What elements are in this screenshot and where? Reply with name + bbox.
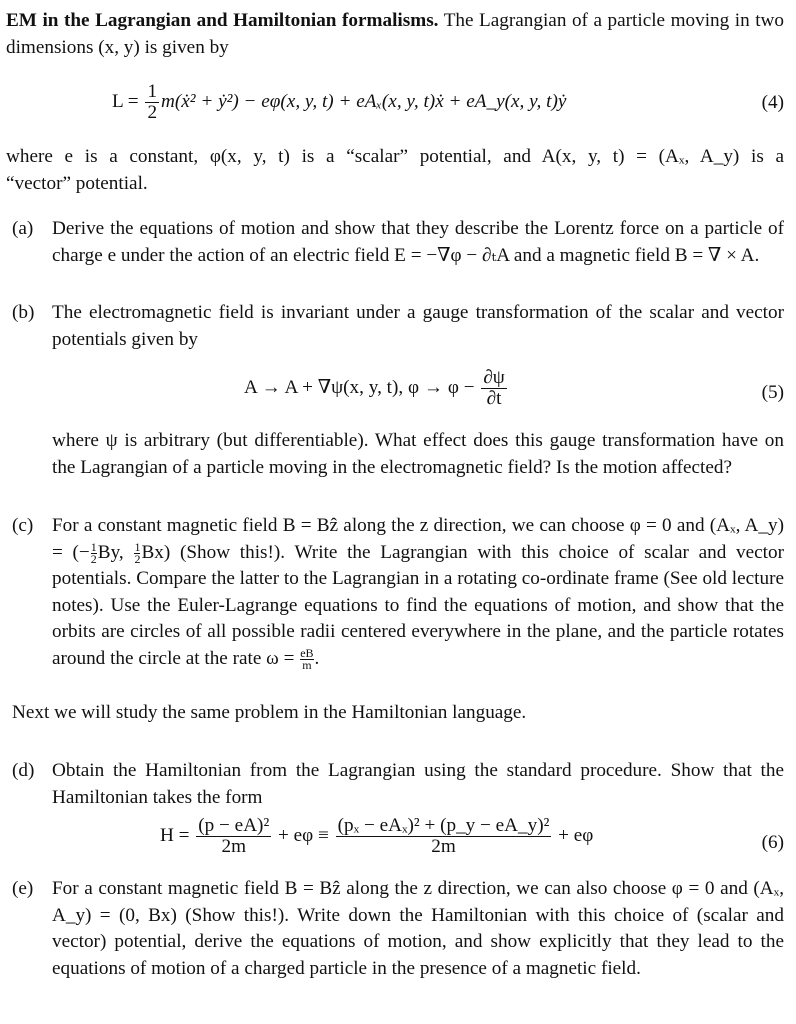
eq6-lhs: H =: [160, 824, 190, 846]
problem-heading: EM in the Lagrangian and Hamiltonian formalisms.: [6, 10, 439, 31]
part-b-text: The electromagnetic field is invariant under a gauge transformation of the scalar and vector potentials given by: [52, 302, 784, 350]
eq4-number: (4): [761, 92, 784, 113]
eq6-fraction-1: $\frac{\text{(p − eA)²}}{2m}$: [198, 815, 270, 857]
eq5-fraction: $\frac{\partial\psi}{\partial t}$: [483, 367, 505, 409]
part-b-after: [12, 428, 784, 481]
part-d: [12, 758, 784, 811]
eq6-mid: + eφ ≡: [278, 824, 329, 846]
part-a-label: (a): [12, 218, 34, 239]
part-c: [12, 513, 784, 672]
part-c-text: For a constant magnetic field B = Bẑ along the z direction, we can choose φ = 0 and (Aₓ, A_y) = (− $\frac{1}{2}$ By, $\frac{1}{2}$ Bx) (Show this!). Write the Lagrangian with this choice of scalar and vector potentials. Compare the latter to the Lagrangian in a rotating co-ordinate frame (See old lecture notes). Use the Euler-Lagrange equations to find the equations of motion, and show that the orbits are circles of all possible radii centered everywhere in the plane, and the particle rotates around the circle at the rate ω = $\frac{eB}{m}$ .: [52, 515, 784, 672]
part-e: [12, 876, 784, 982]
intro-paragraph: [6, 8, 784, 61]
eq4-lhs: L =: [112, 90, 139, 112]
where-line-1: where e is a constant, φ(x, y, t) is a “scalar” potential, and A(x, y, t) = (Aₓ, A_y) is a: [6, 146, 784, 167]
part-e-text: For a constant magnetic field B = Bẑ along the z direction, we can also choose φ = 0 and (Aₓ, A_y) = (0, Bx) (Show this!). Write down the Hamiltonian with this choice of (scalar and vector) potential, derive the equations of motion, and show explicitly that they lead to the equations of motion of a charged particle in the presence of a magnetic field.: [52, 878, 784, 979]
equation-4: [0, 78, 796, 128]
eq4-half: $\frac{1}{2}$: [147, 81, 158, 123]
part-a-text: Derive the equations of motion and show that they describe the Lorentz force on a particle of charge e under the action of an electric field E = −∇φ − ∂ₜA and a magnetic field B = ∇ × A.: [52, 218, 784, 266]
intro-text: The Lagrangian of a particle moving in two dimensions (x, y) is given by: [6, 10, 785, 58]
part-d-text: Obtain the Hamiltonian from the Lagrangian using the standard procedure. Show that the Hamiltonian takes the form: [52, 760, 784, 808]
where-paragraph: [6, 144, 784, 197]
part-c-half-1: $\frac{1}{2}$: [90, 539, 97, 566]
hamiltonian-intro: Next we will study the same problem in the Hamiltonian language.: [12, 702, 527, 723]
eq5-left: A → A + ∇ψ(x, y, t), φ → φ −: [244, 376, 475, 398]
part-b-after-text: where ψ is arbitrary (but differentiable). What effect does this gauge transformation have on the Lagrangian of a particle moving in the electromagnetic field? Is the motion affected?: [52, 430, 784, 478]
part-a: [12, 216, 784, 269]
part-e-label: (e): [12, 878, 34, 899]
eq6-tail: + eφ: [558, 824, 594, 846]
eq4-rhs: m(ẋ² + ẏ²) − eφ(x, y, t) + eAₓ(x, y, t)ẋ + eA_y(x, y, t)ẏ: [161, 90, 567, 112]
part-c-rate: $\frac{eB}{m}$: [300, 645, 314, 672]
eq6-number: (6): [761, 832, 784, 853]
equation-6: [0, 812, 796, 872]
part-b: [12, 300, 784, 353]
part-c-label: (c): [12, 515, 34, 536]
part-c-half-2: $\frac{1}{2}$: [134, 539, 141, 566]
part-d-label: (d): [12, 760, 35, 781]
where-line-2: “vector” potential.: [6, 172, 148, 194]
eq5-number: (5): [761, 382, 784, 403]
part-b-label: (b): [12, 302, 35, 323]
equation-5: [0, 362, 796, 418]
eq6-fraction-2: $\frac{\text{(pₓ − eAₓ)² + (p\_y − eA\_y)²}}{2m}$: [337, 815, 550, 857]
